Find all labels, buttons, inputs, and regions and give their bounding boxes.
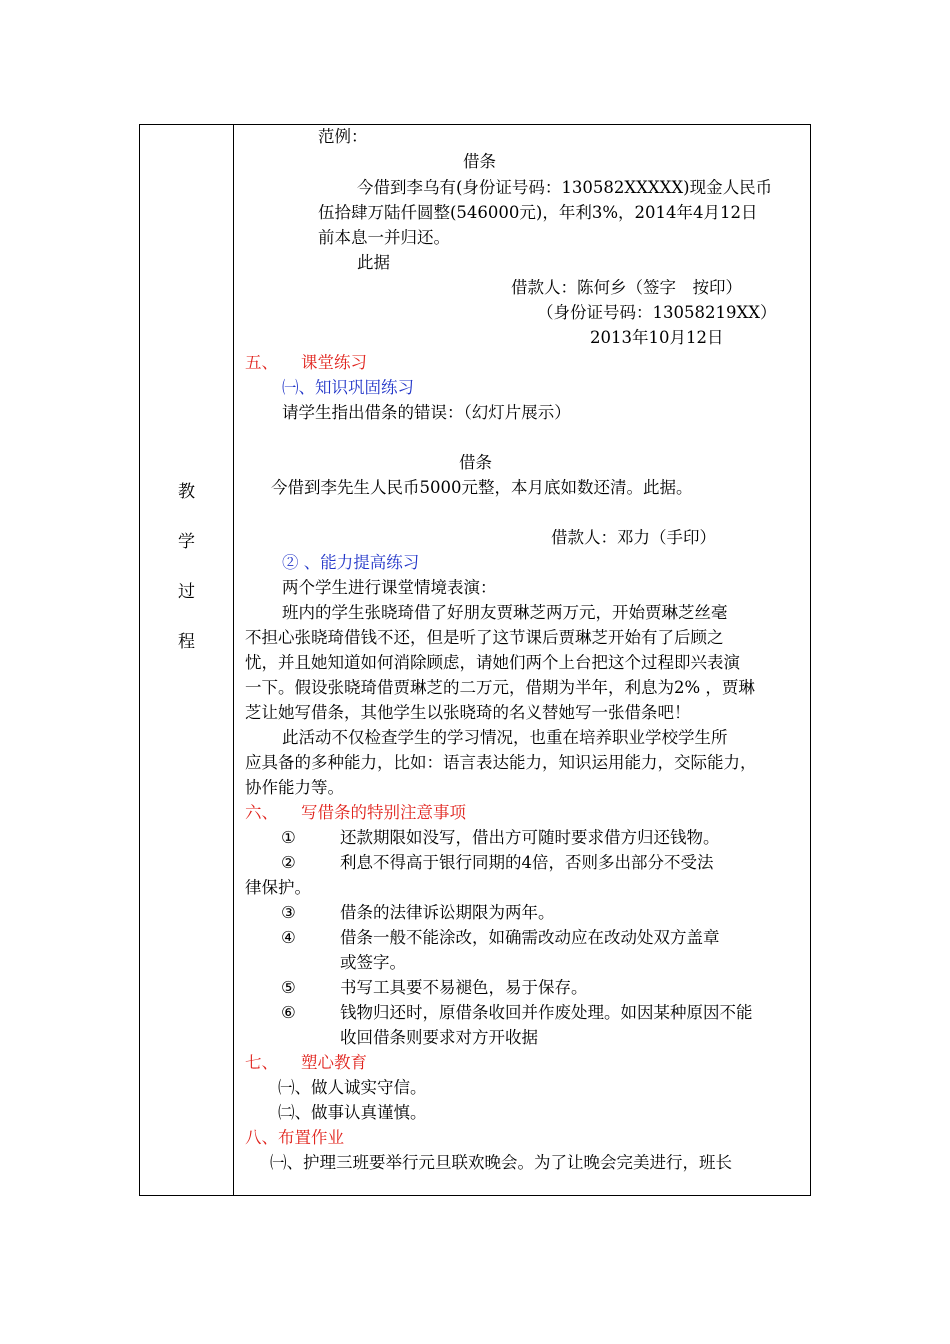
column-divider (233, 125, 234, 1195)
section5-p2-line: 一下。假设张晓琦借贾琳芝的二万元，借期为半年，利息为2% ，贾琳 (245, 678, 755, 697)
section5-p3-line: 此活动不仅检查学生的学习情况，也重在培养职业学校学生所 (282, 728, 728, 747)
section5-p2-line: 芝让她写借条，其他学生以张晓琦的名义替她写一张借条吧！ (245, 703, 691, 722)
list-item-text: 还款期限如没写，借出方可随时要求借方归还钱物。 (340, 828, 720, 847)
section7-heading-text: 塑心教育 (301, 1053, 367, 1072)
example-date: 2013年10月12日 (590, 328, 724, 347)
section7-heading-num: 七、 (245, 1053, 278, 1072)
section5-heading-num: 五、 (245, 353, 278, 372)
list-item-text-cont: 或签字。 (340, 953, 406, 972)
section5-p2-line: 班内的学生张晓琦借了好朋友贾琳芝两万元，开始贾琳芝丝毫 (282, 603, 728, 622)
example-title: 借条 (463, 152, 496, 171)
side-label-char: 程 (178, 632, 195, 652)
note-title: 借条 (459, 453, 492, 472)
list-marker: ④ (281, 928, 296, 947)
list-marker: ③ (281, 903, 296, 922)
section8-heading: 八、布置作业 (245, 1128, 344, 1147)
example-borrower: 借款人：陈何乡（签字 按印） (511, 278, 742, 297)
list-marker: ⑥ (281, 1003, 296, 1022)
example-body-line: 今借到李乌有(身份证号码：130582XXXXX)现金人民币 (357, 178, 773, 197)
list-item-text-cont: 律保护。 (245, 878, 311, 897)
section5-p2-line: 不担心张晓琦借钱不还，但是听了这节课后贾琳芝开始有了后顾之 (245, 628, 724, 647)
list-item-text: 利息不得高于银行同期的4倍，否则多出部分不受法 (340, 853, 714, 872)
list-item-text-cont: 收回借条则要求对方开收据 (340, 1028, 538, 1047)
section5-p1: 两个学生进行课堂情境表演： (282, 578, 497, 597)
section5-sub1: ㈠、知识巩固练习 (282, 378, 414, 397)
list-item-text: 书写工具要不易褪色，易于保存。 (340, 978, 588, 997)
section5-p3-line: 应具备的多种能力，比如：语言表达能力，知识运用能力，交际能力， (245, 753, 757, 772)
section6-heading-num: 六、 (245, 803, 278, 822)
section5-p2-line: 忧，并且她知道如何消除顾虑，请她们两个上台把这个过程即兴表演 (245, 653, 740, 672)
side-label-char: 过 (178, 582, 195, 602)
side-label-char: 学 (178, 532, 195, 552)
example-ci-ju: 此据 (357, 253, 390, 272)
list-item-text: 借条一般不能涂改，如确需改动应在改动处双方盖章 (340, 928, 720, 947)
list-marker: ⑤ (281, 978, 296, 997)
example-heading: 范例： (318, 127, 368, 146)
example-id-number: （身份证号码：13058219XX） (537, 303, 777, 322)
note-borrower: 借款人：邓力（手印） (551, 528, 716, 547)
list-item-text: 钱物归还时，原借条收回并作废处理。如因某种原因不能 (340, 1003, 753, 1022)
section5-instruction: 请学生指出借条的错误：（幻灯片展示） (282, 403, 571, 422)
section7-item: ㈡、做事认真谨慎。 (278, 1103, 427, 1122)
list-marker: ② (281, 853, 296, 872)
example-body-line: 伍拾肆万陆仟圆整(546000元)，年利3%，2014年4月12日 (318, 203, 758, 222)
side-label-char: 教 (178, 482, 195, 502)
note-body: 今借到李先生人民币5000元整，本月底如数还清。此据。 (271, 478, 693, 497)
list-marker: ① (281, 828, 296, 847)
section5-sub2: ② 、能力提高练习 (282, 553, 420, 572)
example-body-line: 前本息一并归还。 (318, 228, 450, 247)
list-item-text: 借条的法律诉讼期限为两年。 (340, 903, 555, 922)
section8-line: ㈠、护理三班要举行元旦联欢晚会。为了让晚会完美进行，班长 (270, 1153, 732, 1172)
section5-p3-line: 协作能力等。 (245, 778, 344, 797)
section7-item: ㈠、做人诚实守信。 (278, 1078, 427, 1097)
section5-heading-text: 课堂练习 (301, 353, 367, 372)
section6-heading-text: 写借条的特别注意事项 (301, 803, 466, 822)
